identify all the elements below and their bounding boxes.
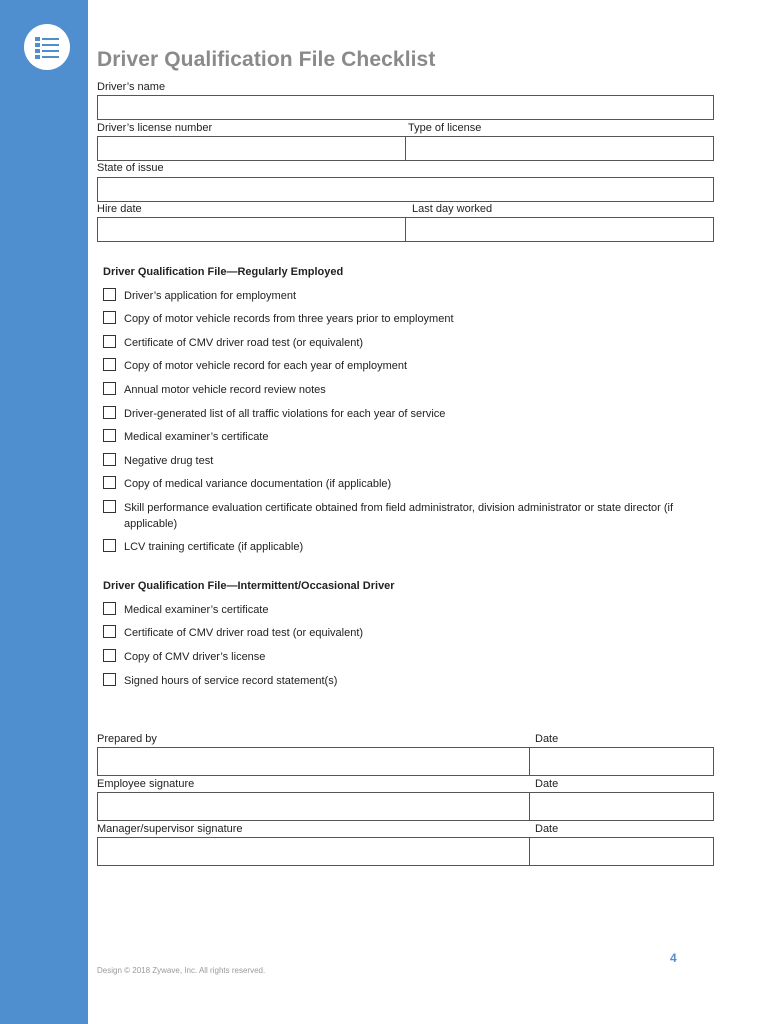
checklist-item-label: Copy of motor vehicle records from three years prior to employment [124, 313, 454, 325]
section-heading-intermittent: Driver Qualification File—Intermittent/Occasional Driver [103, 580, 395, 592]
checklist-item-label: LCV training certificate (if applicable) [124, 541, 304, 553]
prepared-by-label: Prepared by [97, 733, 157, 745]
checkbox[interactable] [103, 311, 116, 324]
manager-signature-field[interactable] [98, 838, 529, 865]
employee-signature-row [97, 792, 714, 821]
checkbox[interactable] [103, 429, 116, 442]
checklist-item-label: Medical examiner’s certificate [124, 604, 269, 616]
checklist-icon [33, 33, 61, 61]
hire-date-field[interactable] [98, 218, 406, 241]
employee-signature-field[interactable] [98, 793, 529, 820]
checkbox[interactable] [103, 406, 116, 419]
checkbox[interactable] [103, 358, 116, 371]
checkbox[interactable] [103, 539, 116, 552]
checkbox[interactable] [103, 602, 116, 615]
checkbox[interactable] [103, 335, 116, 348]
drivers-name-label: Driver’s name [97, 81, 166, 93]
manager-signature-row [97, 837, 714, 866]
copyright-footer: Design © 2018 Zywave, Inc. All rights reserved. [97, 966, 266, 975]
prepared-date-field[interactable] [530, 748, 713, 775]
state-field[interactable] [97, 177, 714, 202]
checkbox[interactable] [103, 453, 116, 466]
document-title: Driver Qualification File Checklist [97, 48, 436, 71]
checkbox[interactable] [103, 288, 116, 301]
checkbox[interactable] [103, 649, 116, 662]
state-label: State of issue [97, 162, 164, 174]
checklist-item-label: Annual motor vehicle record review notes [124, 384, 326, 396]
checklist-item-label: Certificate of CMV driver road test (or equivalent) [124, 337, 364, 349]
manager-date-field[interactable] [530, 838, 713, 865]
manager-signature-label: Manager/supervisor signature [97, 823, 243, 835]
prepared-by-row [97, 747, 714, 776]
employee-date-field[interactable] [530, 793, 713, 820]
prepared-by-field[interactable] [98, 748, 529, 775]
checklist-item-label: Medical examiner’s certificate [124, 431, 269, 443]
checklist-item-label: Certificate of CMV driver road test (or equivalent) [124, 627, 364, 639]
checklist-item-label: Driver-generated list of all traffic violations for each year of service [124, 408, 446, 420]
checkbox[interactable] [103, 625, 116, 638]
section-heading-regular: Driver Qualification File—Regularly Employed [103, 266, 344, 278]
checklist-item-label: Copy of CMV driver’s license [124, 651, 266, 663]
date-label: Date [535, 823, 559, 835]
checklist-item-label: Signed hours of service record statement(s) [124, 675, 338, 687]
checklist-item-label: Copy of motor vehicle record for each year of employment [124, 360, 408, 372]
checkbox[interactable] [103, 500, 116, 513]
drivers-name-field[interactable] [97, 95, 714, 120]
employee-signature-label: Employee signature [97, 778, 195, 790]
checkbox[interactable] [103, 673, 116, 686]
checkbox[interactable] [103, 476, 116, 489]
license-number-label: Driver’s license number [97, 122, 213, 134]
checklist-item-label: Negative drug test [124, 455, 214, 467]
license-type-field[interactable] [407, 137, 713, 160]
checklist-item-label: Driver’s application for employment [124, 290, 296, 302]
last-day-field[interactable] [407, 218, 713, 241]
checklist-item-label: Copy of medical variance documentation (if applicable) [124, 478, 392, 490]
last-day-label: Last day worked [412, 203, 493, 215]
page-number: 4 [670, 951, 677, 965]
date-label: Date [535, 733, 559, 745]
dates-row [97, 217, 714, 242]
license-number-field[interactable] [98, 137, 406, 160]
license-type-label: Type of license [408, 122, 482, 134]
checklist-badge [24, 24, 70, 70]
license-row [97, 136, 714, 161]
date-label: Date [535, 778, 559, 790]
sidebar-band [0, 0, 88, 1024]
checkbox[interactable] [103, 382, 116, 395]
checklist-item-label: Skill performance evaluation certificate obtained from field administrator, division administrator or state director (if applicable) [124, 502, 674, 530]
hire-date-label: Hire date [97, 203, 142, 215]
